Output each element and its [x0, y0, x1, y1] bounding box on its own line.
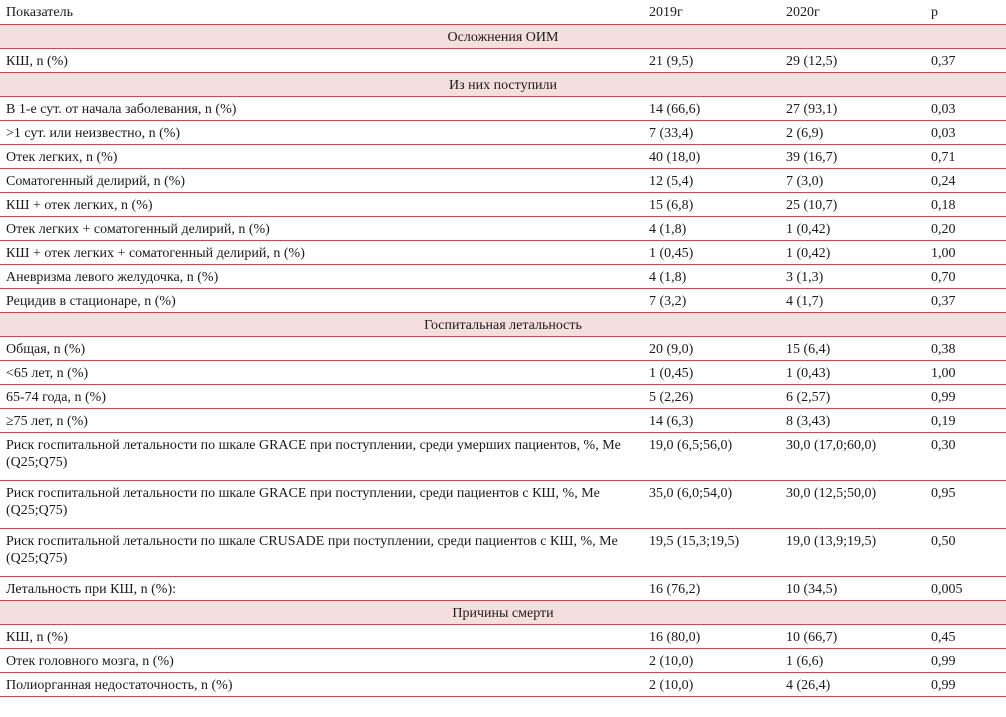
row-label: Риск госпитальной летальности по шкале GRACE при поступлении, среди пациентов с КШ, %, Me (Q25;Q75) — [0, 480, 643, 528]
value-2019: 1 (0,45) — [643, 360, 780, 384]
row-label: ≥75 лет, n (%) — [0, 408, 643, 432]
row-label: Риск госпитальной летальности по шкале CRUSADE при поступлении, среди пациентов с КШ, %, Me (Q25;Q75) — [0, 528, 643, 576]
row-label: >1 сут. или неизвестно, n (%) — [0, 120, 643, 144]
p-value: 1,00 — [925, 240, 1006, 264]
p-value: 0,005 — [925, 576, 1006, 600]
table-row — [0, 576, 1006, 600]
table-row — [0, 264, 1006, 288]
p-value: 0,30 — [925, 432, 1006, 480]
p-value: 0,19 — [925, 408, 1006, 432]
table-row — [0, 288, 1006, 312]
section-title: Из них поступили — [0, 72, 1006, 96]
table-row — [0, 48, 1006, 72]
table-row — [0, 624, 1006, 648]
p-value: 0,37 — [925, 48, 1006, 72]
value-2020: 1 (0,42) — [780, 216, 925, 240]
p-value: 0,95 — [925, 480, 1006, 528]
row-label: КШ, n (%) — [0, 48, 643, 72]
p-value: 0,45 — [925, 624, 1006, 648]
table-row — [0, 192, 1006, 216]
p-value: 0,37 — [925, 288, 1006, 312]
value-2020: 4 (1,7) — [780, 288, 925, 312]
p-value: 1,00 — [925, 360, 1006, 384]
value-2019: 4 (1,8) — [643, 216, 780, 240]
p-value: 0,38 — [925, 336, 1006, 360]
table-row — [0, 96, 1006, 120]
header-2020: 2020г — [780, 0, 925, 24]
p-value: 0,99 — [925, 648, 1006, 672]
value-2019: 19,5 (15,3;19,5) — [643, 528, 780, 576]
value-2019: 21 (9,5) — [643, 48, 780, 72]
value-2020: 1 (6,6) — [780, 648, 925, 672]
p-value: 0,50 — [925, 528, 1006, 576]
value-2020: 30,0 (17,0;60,0) — [780, 432, 925, 480]
row-label: Полиорганная недостаточность, n (%) — [0, 672, 643, 696]
row-label: Соматогенный делирий, n (%) — [0, 168, 643, 192]
row-label: Общая, n (%) — [0, 336, 643, 360]
value-2020: 27 (93,1) — [780, 96, 925, 120]
table-row — [0, 216, 1006, 240]
value-2020: 6 (2,57) — [780, 384, 925, 408]
p-value: 0,03 — [925, 120, 1006, 144]
table-row — [0, 240, 1006, 264]
value-2020: 39 (16,7) — [780, 144, 925, 168]
table-row — [0, 408, 1006, 432]
p-value: 0,03 — [925, 96, 1006, 120]
value-2020: 10 (66,7) — [780, 624, 925, 648]
value-2019: 2 (10,0) — [643, 672, 780, 696]
header-indicator: Показатель — [0, 0, 643, 24]
row-label: В 1-е сут. от начала заболевания, n (%) — [0, 96, 643, 120]
row-label: Отек головного мозга, n (%) — [0, 648, 643, 672]
p-value: 0,99 — [925, 384, 1006, 408]
value-2019: 14 (66,6) — [643, 96, 780, 120]
p-value: 0,71 — [925, 144, 1006, 168]
value-2019: 7 (33,4) — [643, 120, 780, 144]
value-2020: 1 (0,43) — [780, 360, 925, 384]
section-row — [0, 24, 1006, 48]
row-label: Отек легких + соматогенный делирий, n (%) — [0, 216, 643, 240]
value-2019: 35,0 (6,0;54,0) — [643, 480, 780, 528]
header-p: p — [925, 0, 1006, 24]
value-2020: 7 (3,0) — [780, 168, 925, 192]
header-2019: 2019г — [643, 0, 780, 24]
value-2019: 19,0 (6,5;56,0) — [643, 432, 780, 480]
row-label: Рецидив в стационаре, n (%) — [0, 288, 643, 312]
row-label: Риск госпитальной летальности по шкале GRACE при поступлении, среди умерших пациентов, %, Me (Q25;Q75) — [0, 432, 643, 480]
value-2019: 20 (9,0) — [643, 336, 780, 360]
value-2019: 16 (80,0) — [643, 624, 780, 648]
row-label: Летальность при КШ, n (%): — [0, 576, 643, 600]
table-row — [0, 144, 1006, 168]
value-2020: 1 (0,42) — [780, 240, 925, 264]
row-label: КШ + отек легких, n (%) — [0, 192, 643, 216]
table-row — [0, 336, 1006, 360]
value-2020: 2 (6,9) — [780, 120, 925, 144]
p-value: 0,24 — [925, 168, 1006, 192]
value-2020: 3 (1,3) — [780, 264, 925, 288]
value-2020: 8 (3,43) — [780, 408, 925, 432]
value-2020: 15 (6,4) — [780, 336, 925, 360]
table-row — [0, 120, 1006, 144]
section-row — [0, 72, 1006, 96]
section-title: Осложнения ОИМ — [0, 24, 1006, 48]
table-row — [0, 432, 1006, 480]
value-2019: 14 (6,3) — [643, 408, 780, 432]
value-2019: 2 (10,0) — [643, 648, 780, 672]
table-row — [0, 384, 1006, 408]
section-title: Причины смерти — [0, 600, 1006, 624]
value-2019: 15 (6,8) — [643, 192, 780, 216]
value-2020: 4 (26,4) — [780, 672, 925, 696]
value-2020: 25 (10,7) — [780, 192, 925, 216]
value-2020: 30,0 (12,5;50,0) — [780, 480, 925, 528]
table-row — [0, 528, 1006, 576]
row-label: КШ, n (%) — [0, 624, 643, 648]
row-label: 65-74 года, n (%) — [0, 384, 643, 408]
section-row — [0, 600, 1006, 624]
row-label: Отек легких, n (%) — [0, 144, 643, 168]
value-2020: 19,0 (13,9;19,5) — [780, 528, 925, 576]
section-row — [0, 312, 1006, 336]
row-label: КШ + отек легких + соматогенный делирий, n (%) — [0, 240, 643, 264]
value-2019: 12 (5,4) — [643, 168, 780, 192]
value-2019: 5 (2,26) — [643, 384, 780, 408]
value-2019: 7 (3,2) — [643, 288, 780, 312]
row-label: Аневризма левого желудочка, n (%) — [0, 264, 643, 288]
p-value: 0,70 — [925, 264, 1006, 288]
value-2019: 1 (0,45) — [643, 240, 780, 264]
table-row — [0, 648, 1006, 672]
table-row — [0, 360, 1006, 384]
row-label: <65 лет, n (%) — [0, 360, 643, 384]
section-title: Госпитальная летальность — [0, 312, 1006, 336]
value-2019: 16 (76,2) — [643, 576, 780, 600]
value-2019: 4 (1,8) — [643, 264, 780, 288]
value-2020: 10 (34,5) — [780, 576, 925, 600]
table-row — [0, 480, 1006, 528]
table-row — [0, 672, 1006, 696]
value-2020: 29 (12,5) — [780, 48, 925, 72]
p-value: 0,99 — [925, 672, 1006, 696]
header-row — [0, 0, 1006, 24]
value-2019: 40 (18,0) — [643, 144, 780, 168]
table-row — [0, 168, 1006, 192]
p-value: 0,18 — [925, 192, 1006, 216]
p-value: 0,20 — [925, 216, 1006, 240]
